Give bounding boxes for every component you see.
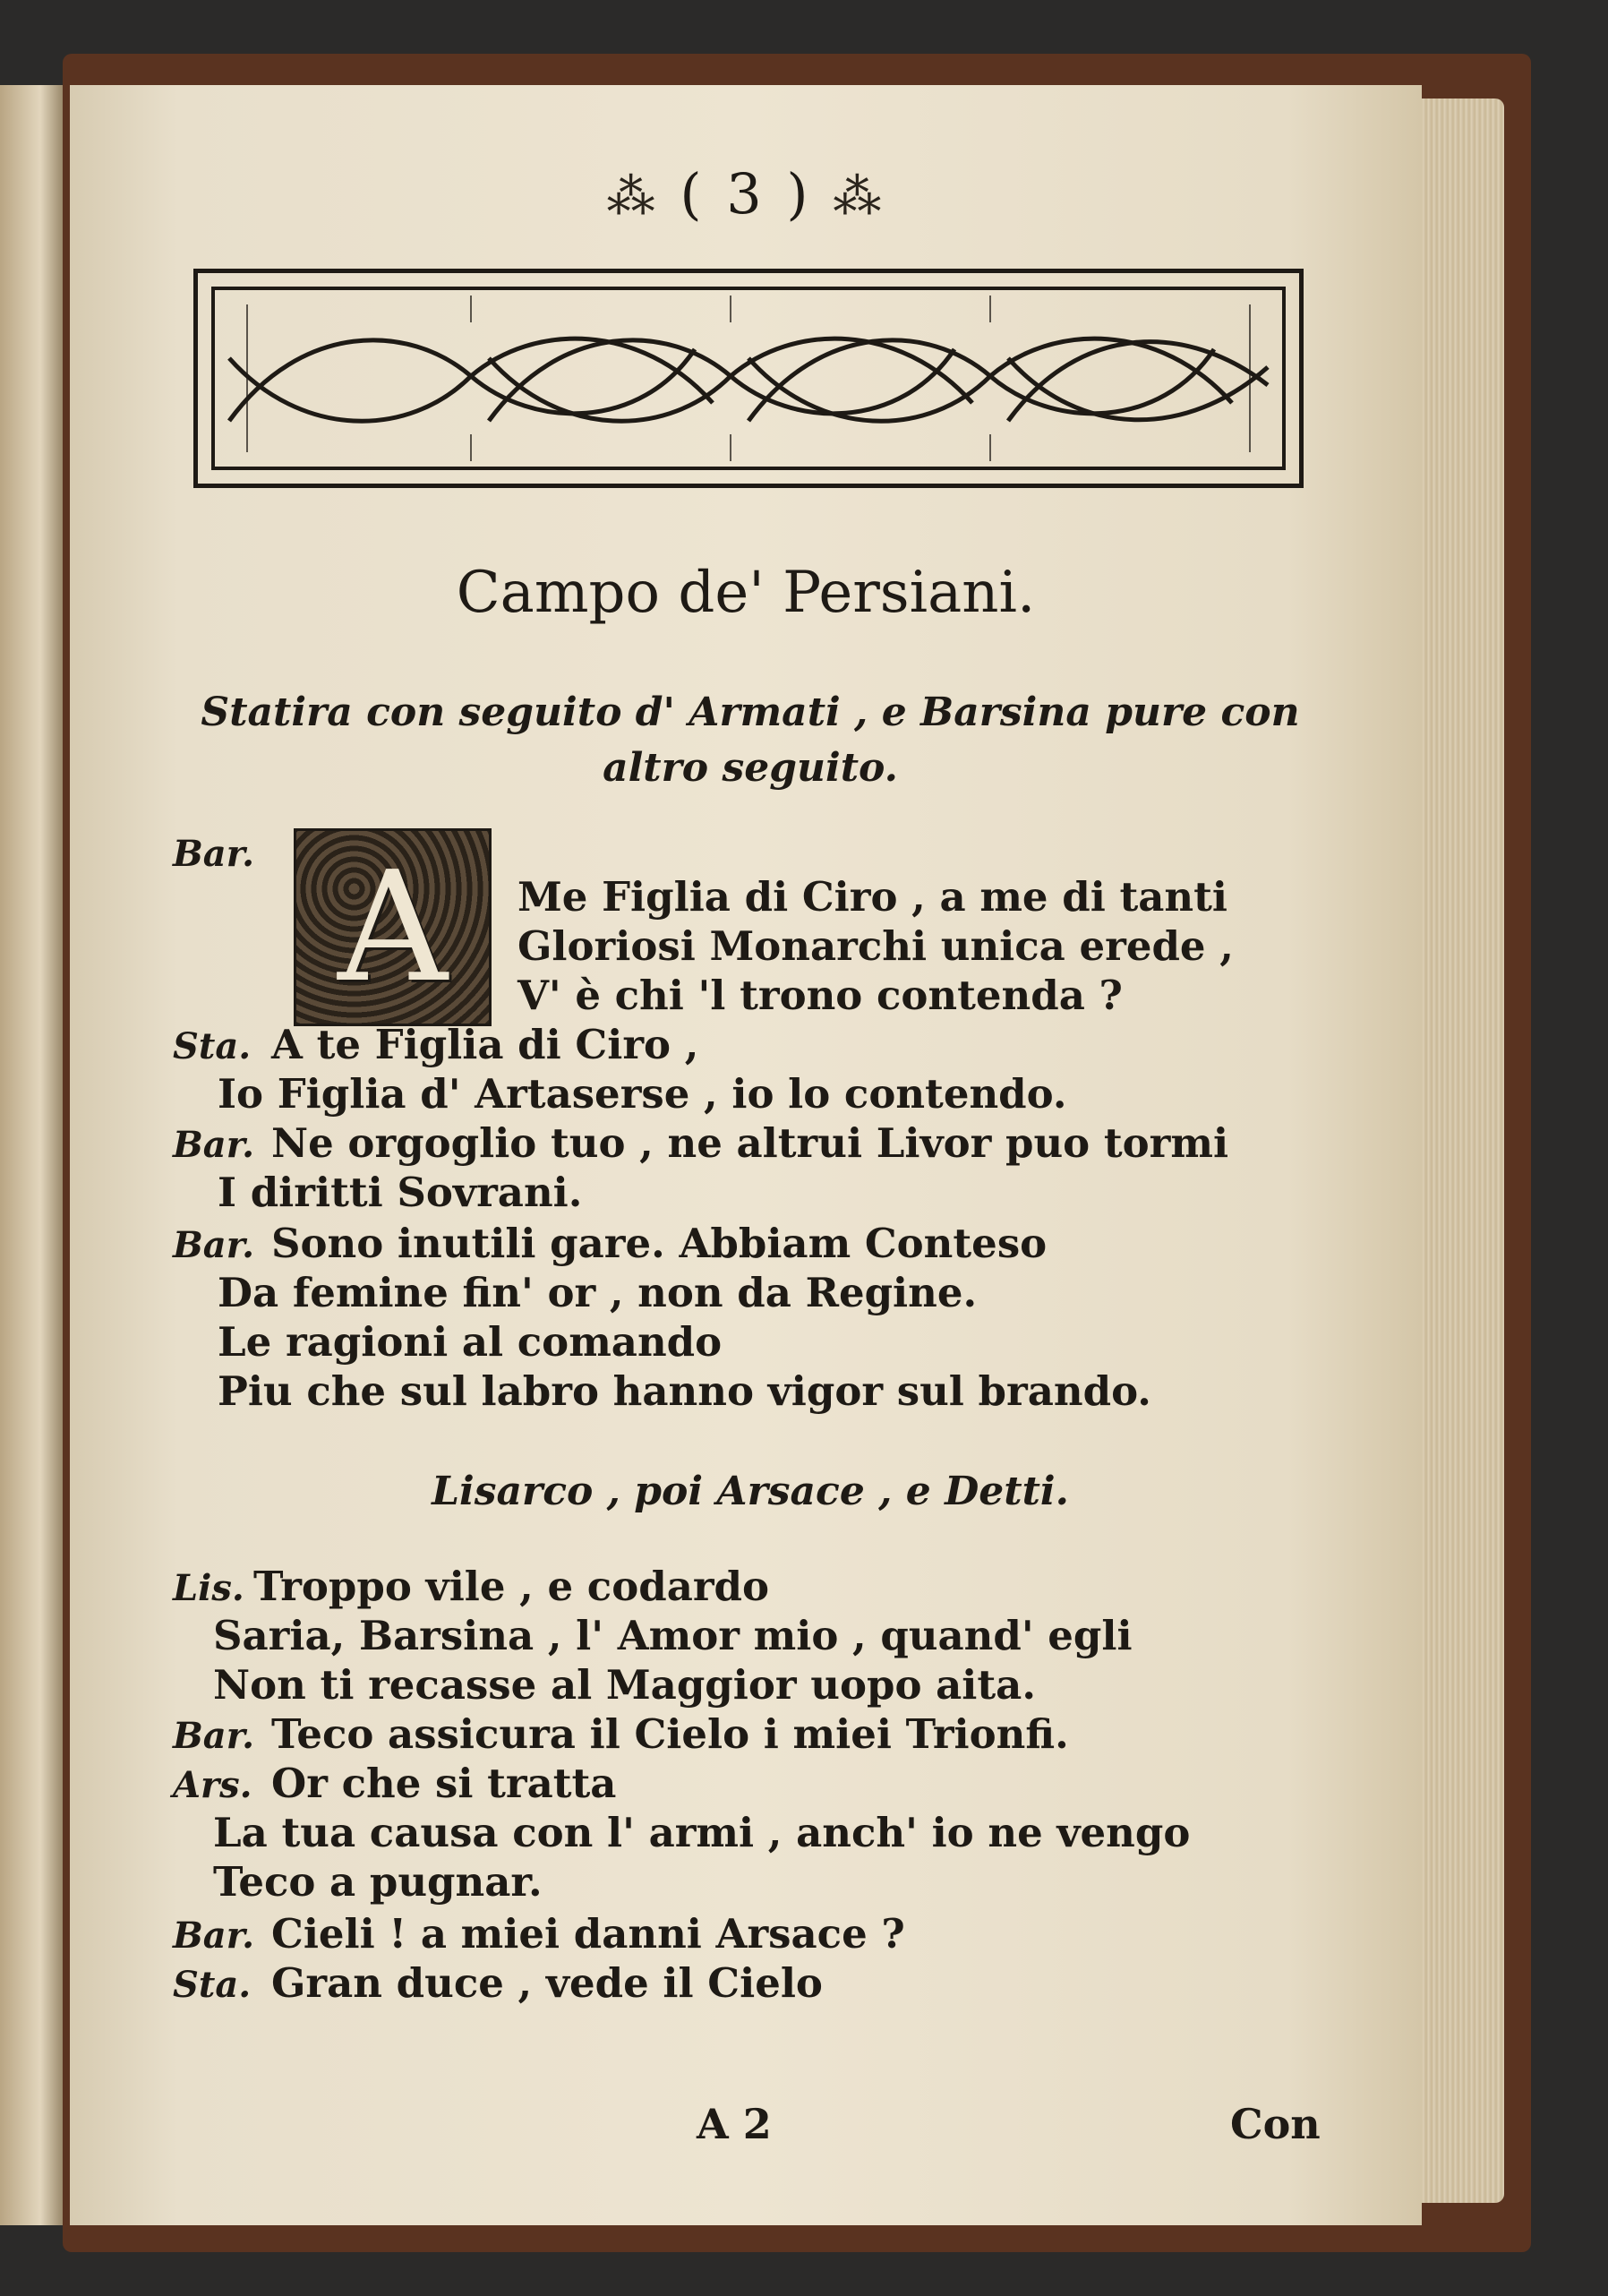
page-number: ( 3 ): [680, 161, 812, 227]
verse-line: Piu che sul labro hanno vigor sul brando.: [218, 1367, 1151, 1415]
speaker-label: Bar.: [173, 1124, 255, 1166]
ornament-right-icon: ⁂: [833, 168, 885, 225]
speaker-label: Bar.: [173, 1915, 255, 1957]
speaker-label: Sta.: [173, 1025, 252, 1067]
verse-line: Le ragioni al comando: [218, 1318, 723, 1366]
ornament-left-icon: ⁂: [606, 168, 659, 225]
verse-line: Cieli ! a miei danni Arsace ?: [271, 1910, 905, 1958]
verse-line: Da femine fin' or , non da Regine.: [218, 1269, 978, 1316]
left-page-edge: [0, 85, 67, 2225]
decorated-initial: [294, 828, 492, 1026]
verse-line: Sono inutili gare. Abbiam Conteso: [271, 1220, 1048, 1267]
speaker-label: Bar.: [173, 1224, 255, 1266]
verse-line: Gloriosi Monarchi unica erede ,: [517, 922, 1234, 970]
verse-line: Gran duce , vede il Cielo: [271, 1959, 823, 2007]
stage-direction: Statira con seguito d' Armati , e Barsina pure con altro seguito.: [201, 690, 1300, 791]
verse-line: Io Figlia d' Artaserse , io lo contendo.: [218, 1070, 1067, 1118]
speaker-label: Sta.: [173, 1964, 252, 2006]
verse-line: Teco a pugnar.: [213, 1858, 543, 1906]
verse-line: V' è chi 'l trono contenda ?: [517, 972, 1123, 1019]
verse-line: Ne orgoglio tuo , ne altrui Livor puo tormi: [271, 1119, 1229, 1167]
book-page: [70, 85, 1422, 2225]
initial-letter: A: [338, 838, 448, 1016]
verse-line: Me Figlia di Ciro , a me di tanti: [517, 873, 1227, 921]
verse-line: Teco assicura il Cielo i miei Trionfi.: [271, 1710, 1069, 1758]
speaker-label: Bar.: [173, 1715, 255, 1757]
verse-line: La tua causa con l' armi , anch' io ne vengo: [213, 1809, 1191, 1856]
verse-line: I diritti Sovrani.: [218, 1169, 583, 1216]
page-header: [70, 161, 1422, 227]
verse-line: Saria, Barsina , l' Amor mio , quand' egli: [213, 1612, 1133, 1659]
stage-direction: Lisarco , poi Arsace , e Detti.: [432, 1469, 1069, 1514]
speaker-label: Lis.: [173, 1567, 244, 1609]
catchword: Con: [1230, 2100, 1321, 2148]
signature-mark: A 2: [697, 2100, 772, 2148]
decorative-band: [193, 269, 1304, 488]
verse-line: Troppo vile , e codardo: [253, 1563, 770, 1610]
verse-line: A te Figlia di Ciro ,: [271, 1021, 699, 1068]
verse-line: Non ti recasse al Maggior uopo aita.: [213, 1661, 1036, 1709]
verse-line: Or che si tratta: [271, 1760, 617, 1807]
scene-title: Campo de' Persiani.: [456, 560, 1036, 626]
speaker-label: Bar.: [173, 833, 255, 875]
speaker-label: Ars.: [173, 1764, 252, 1806]
